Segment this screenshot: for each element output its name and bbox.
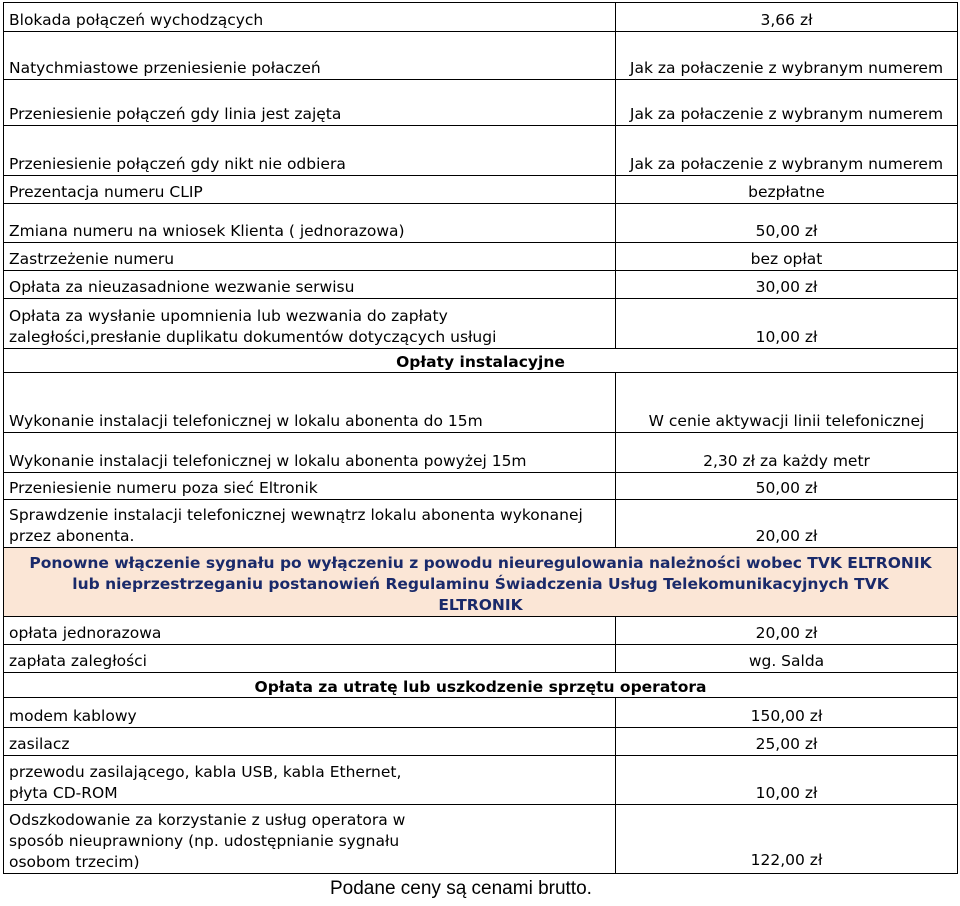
table-row <box>4 80 958 126</box>
service-price: 50,00 zł <box>616 473 958 500</box>
service-name-line: płyta CD-ROM <box>9 784 118 802</box>
service-name-line: przewodu zasilającego, kabla USB, kabla Ethernet, <box>9 763 402 781</box>
section-row <box>4 548 958 617</box>
table-row <box>4 728 958 756</box>
service-name: Blokada połączeń wychodzących <box>4 3 616 32</box>
table-row <box>4 645 958 673</box>
service-name-line: sposób nieuprawniony (np. udostępnianie sygnału <box>9 832 400 850</box>
service-name: Opłata za nieuzasadnione wezwanie serwisu <box>4 271 616 299</box>
price-list-table <box>3 2 958 874</box>
service-name: zasilacz <box>4 728 616 756</box>
service-price: 10,00 zł <box>616 756 958 805</box>
service-name <box>4 299 616 349</box>
service-price: 30,00 zł <box>616 271 958 299</box>
service-price: 2,30 zł za każdy metr <box>616 433 958 473</box>
table-row <box>4 3 958 32</box>
service-name: opłata jednorazowa <box>4 617 616 645</box>
service-name: Wykonanie instalacji telefonicznej w lokalu abonenta powyżej 15m <box>4 433 616 473</box>
table-row <box>4 756 958 805</box>
table-row <box>4 617 958 645</box>
service-name: Przeniesienie połączeń gdy linia jest zajęta <box>4 80 616 126</box>
service-name-line: osobom trzecim) <box>9 853 140 871</box>
table-row <box>4 373 958 433</box>
service-name <box>4 756 616 805</box>
footer-note: Podane ceny są cenami brutto. <box>330 878 592 899</box>
service-name: Zmiana numeru na wniosek Klienta ( jednorazowa) <box>4 204 616 243</box>
table-row <box>4 271 958 299</box>
section-heading-equipment: Opłata za utratę lub uszkodzenie sprzętu operatora <box>4 673 958 698</box>
table-row <box>4 32 958 80</box>
service-name-line: Sprawdzenie instalacji telefonicznej wewnątrz lokalu abonenta wykonanej <box>9 506 583 524</box>
table-row <box>4 433 958 473</box>
service-price: bezpłatne <box>616 176 958 204</box>
service-price: W cenie aktywacji linii telefonicznej <box>616 373 958 433</box>
table-row <box>4 805 958 874</box>
service-name <box>4 500 616 548</box>
service-price: 150,00 zł <box>616 698 958 728</box>
reconnection-notice <box>4 548 958 617</box>
table-row <box>4 500 958 548</box>
service-name: Prezentacja numeru CLIP <box>4 176 616 204</box>
service-price: 20,00 zł <box>616 617 958 645</box>
reconnection-notice-line: ELTRONIK <box>438 596 523 614</box>
service-price: 20,00 zł <box>616 500 958 548</box>
reconnection-notice-line: Ponowne włączenie sygnału po wyłączeniu z powodu nieuregulowania należności wobec TVK ELTRONIK <box>29 554 932 572</box>
table-row <box>4 176 958 204</box>
service-name: Wykonanie instalacji telefonicznej w lokalu abonenta do 15m <box>4 373 616 433</box>
table-row <box>4 698 958 728</box>
service-price: Jak za połaczenie z wybranym numerem <box>616 32 958 80</box>
service-price: 25,00 zł <box>616 728 958 756</box>
table-row <box>4 299 958 349</box>
service-price: 3,66 zł <box>616 3 958 32</box>
table-row <box>4 204 958 243</box>
service-name: Zastrzeżenie numeru <box>4 243 616 271</box>
service-name: zapłata zaległości <box>4 645 616 673</box>
service-name: modem kablowy <box>4 698 616 728</box>
service-price: wg. Salda <box>616 645 958 673</box>
service-name: Natychmiastowe przeniesienie połaczeń <box>4 32 616 80</box>
service-price: bez opłat <box>616 243 958 271</box>
table-row <box>4 243 958 271</box>
section-heading-installation: Opłaty instalacyjne <box>4 349 958 373</box>
section-row <box>4 349 958 373</box>
service-name-line: Opłata za wysłanie upomnienia lub wezwania do zapłaty <box>9 307 448 325</box>
service-price: 10,00 zł <box>616 299 958 349</box>
service-name-line: przez abonenta. <box>9 527 135 545</box>
service-name <box>4 805 616 874</box>
service-price: Jak za połaczenie z wybranym numerem <box>616 80 958 126</box>
reconnection-notice-line: lub nieprzestrzeganiu postanowień Regulaminu Świadczenia Usług Telekomunikacyjnych TVK <box>72 575 889 593</box>
table-row <box>4 126 958 176</box>
service-price: 122,00 zł <box>616 805 958 874</box>
service-name-line: zaległości,presłanie duplikatu dokumentów dotyczących usługi <box>9 328 497 346</box>
service-name-line: Odszkodowanie za korzystanie z usług operatora w <box>9 811 406 829</box>
table-row <box>4 473 958 500</box>
service-price: Jak za połaczenie z wybranym numerem <box>616 126 958 176</box>
service-name: Przeniesienie połączeń gdy nikt nie odbiera <box>4 126 616 176</box>
section-row <box>4 673 958 698</box>
service-price: 50,00 zł <box>616 204 958 243</box>
service-name: Przeniesienie numeru poza sieć Eltronik <box>4 473 616 500</box>
